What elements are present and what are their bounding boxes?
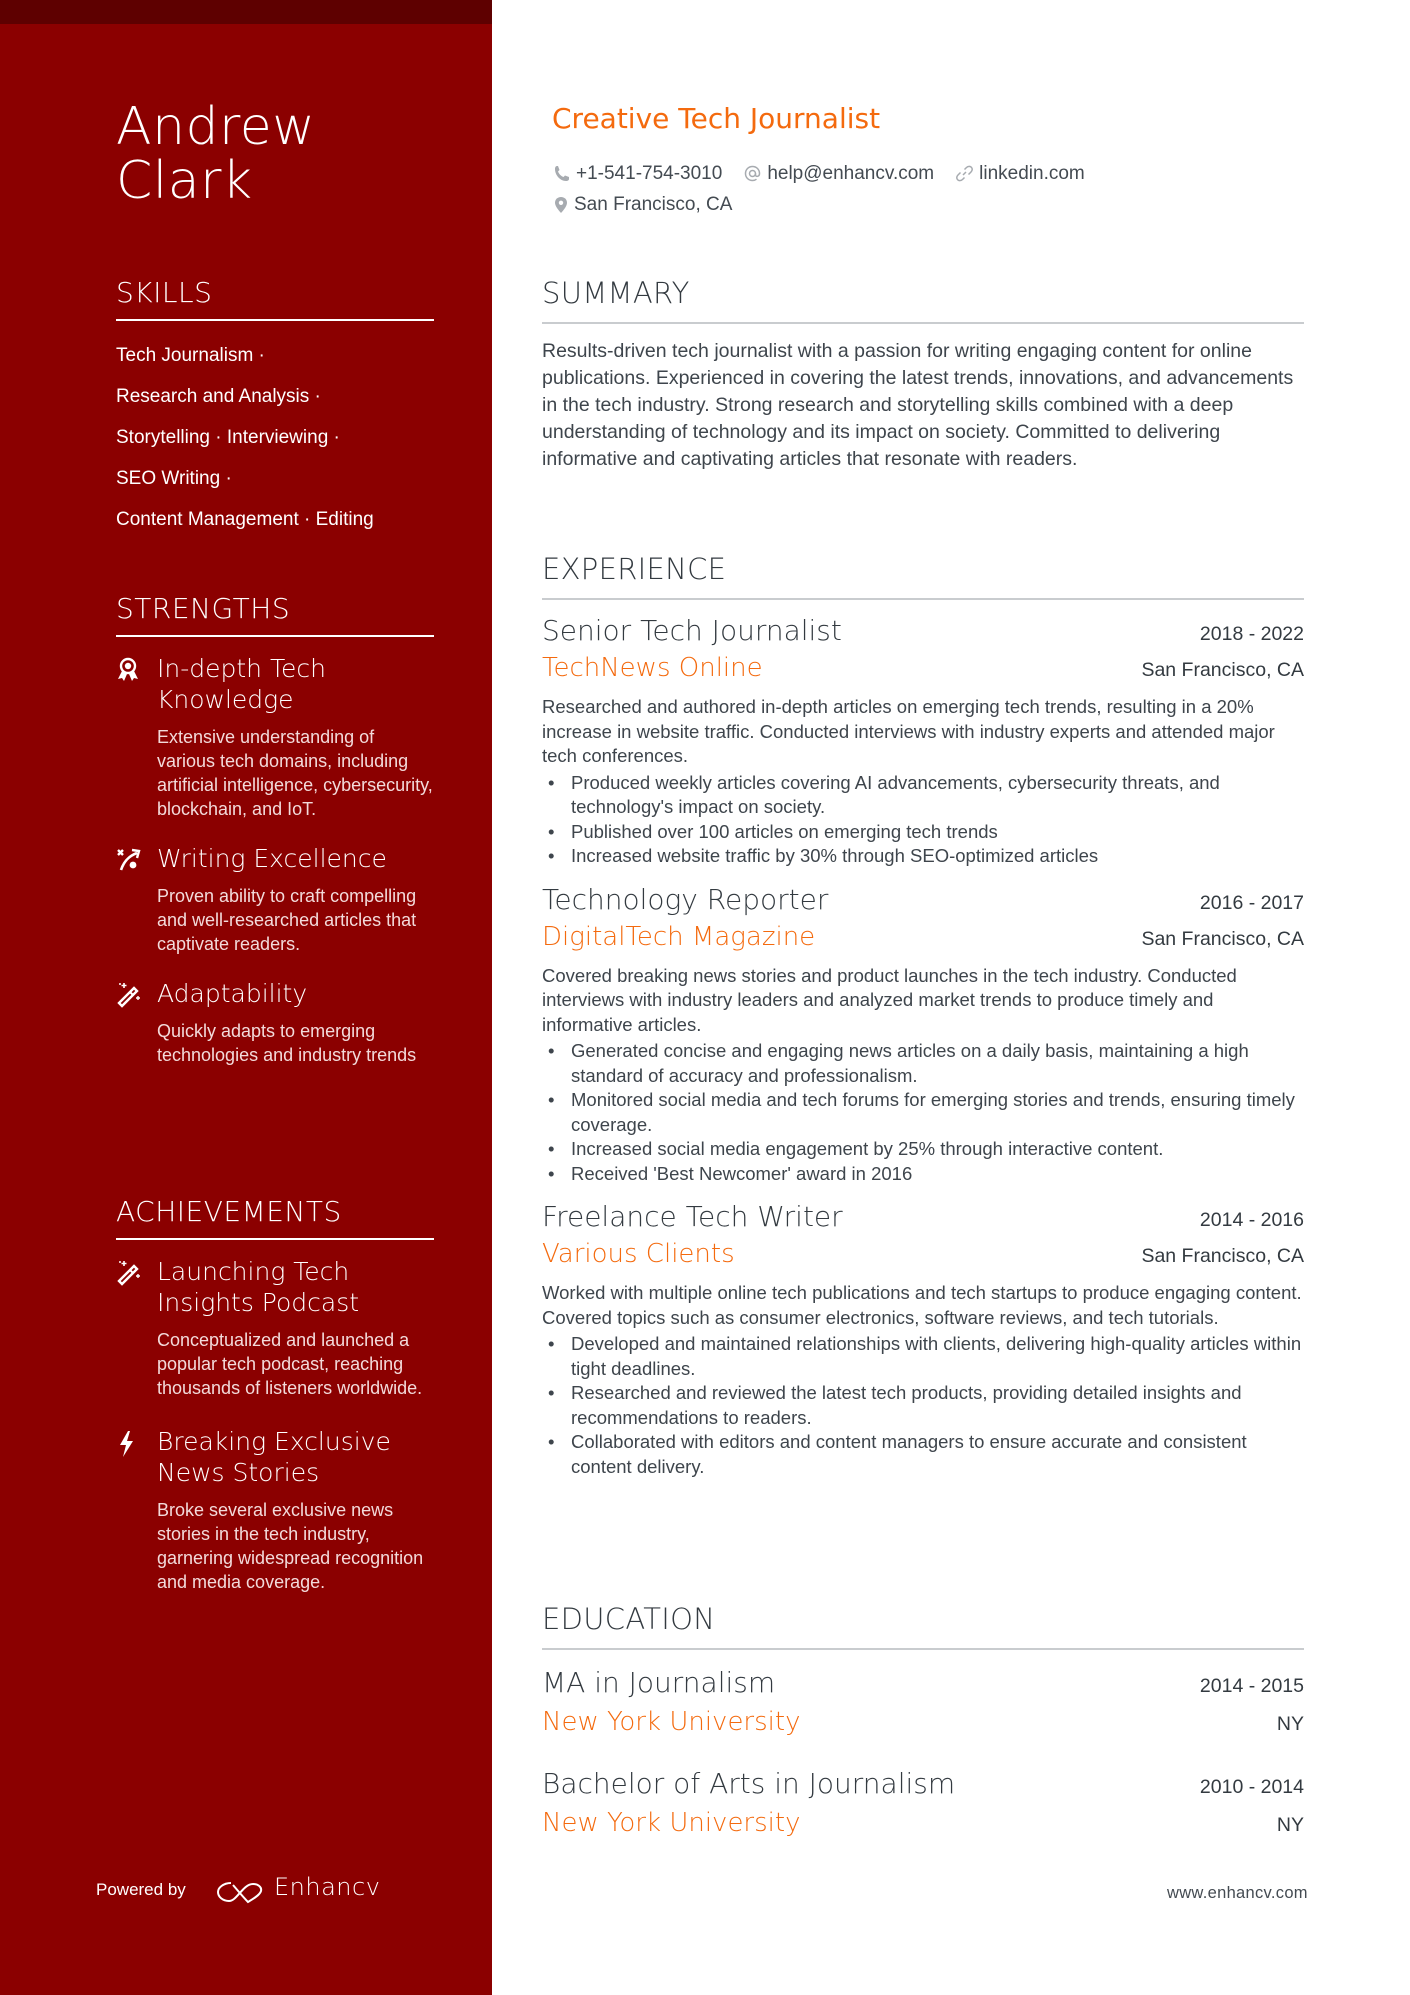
education-dates: 2014 - 2015 <box>1199 1675 1304 1697</box>
school-location: NY <box>1276 1713 1304 1735</box>
enhancv-brand-name[interactable]: Enhancv <box>274 1873 381 1901</box>
last-name: Clark <box>116 151 253 211</box>
strength-desc: Extensive understanding of various tech domains, including artificial intelligence, cybersecurity, blockchain, and IoT. <box>157 727 433 819</box>
job-dates: 2016 - 2017 <box>1199 891 1304 914</box>
degree-name: MA in Journalism <box>542 1666 776 1699</box>
location-text: San Francisco, CA <box>574 193 733 215</box>
skill-line: Research and Analysis · <box>116 386 321 407</box>
strength-title: In-depth Tech Knowledge <box>157 654 326 714</box>
experience-entry <box>542 614 1304 869</box>
bullet-item: • Collaborated with editors and content managers to ensure accurate and consistent content delivery. <box>542 1430 1304 1479</box>
strength-desc: Quickly adapts to emerging technologies and industry trends <box>157 1021 417 1065</box>
bullet-item: • Produced weekly articles covering AI advancements, cybersecurity threats, and technology's impact on society. <box>542 771 1304 820</box>
sidebar <box>0 0 492 1995</box>
education-entry <box>542 1666 1304 1737</box>
phone-number: +1-541-754-3010 <box>576 162 723 184</box>
lightning-bolt-icon <box>116 1430 140 1456</box>
contact-info <box>554 158 1254 220</box>
powered-by-label: Powered by <box>96 1880 186 1899</box>
job-role: Freelance Tech Writer <box>542 1200 843 1233</box>
email-address: help@enhancv.com <box>767 162 935 184</box>
skill-line: Tech Journalism · <box>116 345 265 366</box>
linkedin-url: linkedin.com <box>979 162 1085 184</box>
first-name: Andrew <box>116 97 316 157</box>
achievement-item <box>116 1256 434 1400</box>
bullet-item: • Monitored social media and tech forums for emerging stories and trends, ensuring timely coverage. <box>542 1088 1304 1137</box>
strength-desc: Proven ability to craft compelling and well-researched articles that captivate readers. <box>157 886 417 954</box>
phone-icon <box>554 165 570 182</box>
strength-title: Adaptability <box>157 979 308 1008</box>
experience-entry <box>542 883 1304 1187</box>
skill-line: Storytelling · Interviewing · <box>116 427 340 448</box>
job-dates: 2014 - 2016 <box>1199 1209 1304 1231</box>
job-dates: 2018 - 2022 <box>1199 623 1304 645</box>
experience-entry <box>542 1200 1304 1479</box>
contact-email[interactable] <box>744 163 934 185</box>
award-ribbon-icon <box>116 657 140 683</box>
skills-section <box>116 276 434 540</box>
skill-line: SEO Writing · <box>116 468 232 489</box>
strength-item <box>116 653 434 821</box>
education-heading: EDUCATION <box>542 1602 1304 1650</box>
location-pin-icon <box>554 196 568 214</box>
bullet-item: • Researched and reviewed the latest tech products, providing detailed insights and recommendations to readers. <box>542 1381 1304 1430</box>
school-location: NY <box>1276 1814 1304 1836</box>
skills-heading: SKILLS <box>116 276 434 321</box>
enhancv-website-link[interactable]: www.enhancv.com <box>1167 1884 1308 1902</box>
job-role: Technology Reporter <box>542 882 829 916</box>
enhancv-logo-icon[interactable] <box>215 1879 265 1905</box>
company-name: Various Clients <box>542 1239 735 1269</box>
resume-title: Creative Tech Journalist <box>552 102 881 135</box>
job-bullets <box>542 771 1304 869</box>
at-sign-icon <box>744 165 761 182</box>
job-bullets <box>542 1332 1304 1479</box>
achievement-desc: Broke several exclusive news stories in the tech industry, garnering widespread recognition and media coverage. <box>157 1500 424 1592</box>
education-entry <box>542 1767 1304 1838</box>
achievement-title: Launching Tech Insights Podcast <box>157 1257 360 1317</box>
school-name: New York University <box>542 1808 801 1838</box>
education-dates: 2010 - 2014 <box>1199 1776 1304 1798</box>
strategy-arrow-icon <box>116 847 140 873</box>
school-name: New York University <box>542 1707 801 1737</box>
sidebar-top-band <box>0 0 492 24</box>
skills-list <box>116 335 434 540</box>
bullet-item: • Received 'Best Newcomer' award in 2016 <box>542 1162 1304 1187</box>
strength-item <box>116 843 434 956</box>
link-icon <box>956 165 973 182</box>
summary-text: Results-driven tech journalist with a passion for writing engaging content for online publications. Experienced in covering the latest trends, innovations, and advancements in the tech industry. Strong research and storytelling skills combined with a deep understanding of technology and its impact on society. Committed to delivering informative and captivating articles that resonate with readers. <box>542 340 1294 470</box>
candidate-name <box>116 97 434 211</box>
job-bullets <box>542 1039 1304 1186</box>
achievement-desc: Conceptualized and launched a popular tech podcast, reaching thousands of listeners worldwide. <box>157 1330 423 1398</box>
achievement-item <box>116 1426 434 1594</box>
bullet-item: • Increased website traffic by 30% through SEO-optimized articles <box>542 844 1304 869</box>
achievement-title: Breaking Exclusive News Stories <box>157 1427 391 1487</box>
bullet-item: • Generated concise and engaging news articles on a daily basis, maintaining a high standard of accuracy and professionalism. <box>542 1039 1304 1088</box>
job-description: Researched and authored in-depth articles on emerging tech trends, resulting in a 20% increase in website traffic. Conducted interviews with industry experts and attended major tech conferences. <box>542 696 1275 766</box>
degree-name: Bachelor of Arts in Journalism <box>542 1767 956 1800</box>
strength-item <box>116 978 434 1067</box>
company-name: TechNews Online <box>542 653 763 683</box>
summary-section <box>542 276 1304 473</box>
strengths-section <box>116 592 434 1067</box>
magic-wand-icon <box>116 982 140 1008</box>
job-location: San Francisco, CA <box>1141 659 1304 681</box>
job-location: San Francisco, CA <box>1141 927 1304 950</box>
education-section <box>542 1602 1304 1838</box>
contact-phone[interactable] <box>554 163 722 185</box>
job-description: Covered breaking news stories and product launches in the tech industry. Conducted interviews with industry leaders and analyzed market trends to produce timely and informative articles. <box>542 964 1237 1035</box>
strengths-heading: STRENGTHS <box>116 592 434 637</box>
achievements-section <box>116 1195 434 1594</box>
contact-location <box>554 194 732 216</box>
magic-wand-icon <box>116 1260 140 1286</box>
skill-line: Content Management · Editing <box>116 509 374 530</box>
job-description: Worked with multiple online tech publications and tech startups to produce engaging content. Covered topics such as consumer electronics, software reviews, and tech tutorials. <box>542 1282 1302 1328</box>
bullet-item: • Published over 100 articles on emerging tech trends <box>542 820 1304 845</box>
job-role: Senior Tech Journalist <box>542 614 842 647</box>
bullet-item: • Increased social media engagement by 25% through interactive content. <box>542 1137 1304 1162</box>
bullet-item: • Developed and maintained relationships with clients, delivering high-quality articles within tight deadlines. <box>542 1332 1304 1381</box>
summary-heading: SUMMARY <box>542 276 1304 324</box>
company-name: DigitalTech Magazine <box>542 921 816 952</box>
contact-link[interactable] <box>956 163 1085 185</box>
experience-section <box>542 552 1304 1479</box>
achievements-heading: ACHIEVEMENTS <box>116 1195 434 1240</box>
job-location: San Francisco, CA <box>1141 1245 1304 1267</box>
strength-title: Writing Excellence <box>157 844 387 873</box>
experience-heading: EXPERIENCE <box>542 552 1304 600</box>
